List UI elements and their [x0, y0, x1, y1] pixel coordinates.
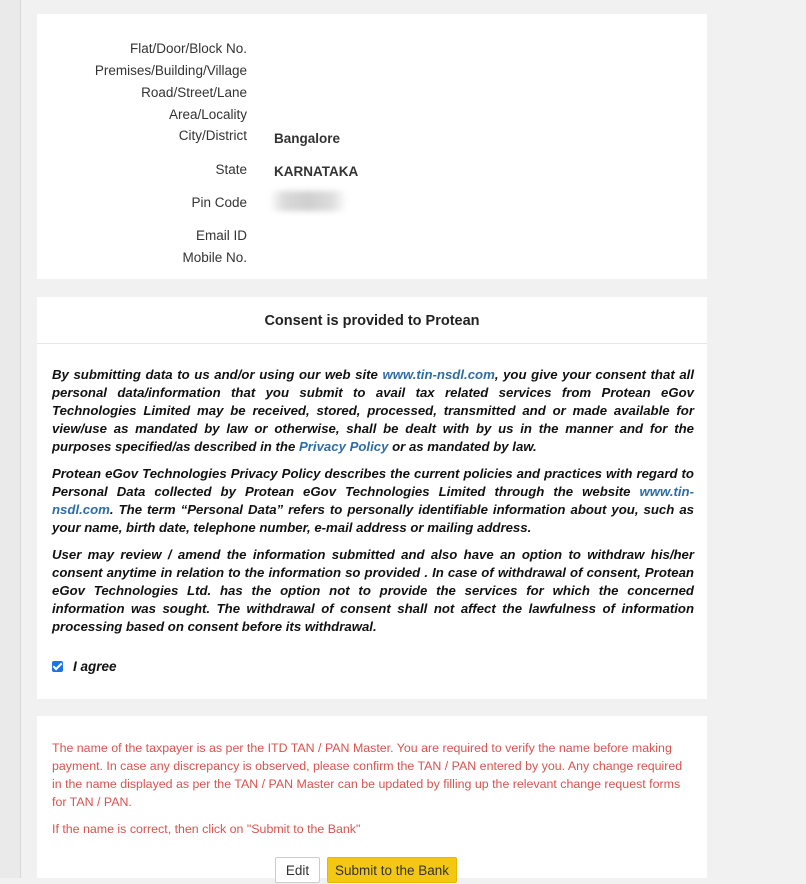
text: , you give your consent that all personal data/information that you submit to avail tax related services from Protean eGov Technologies Limited may be received, stored, processed, transmitted and or made available for view/use as mandated by law or otherwise, shall be dealt with by us in the manner and for the purposes specified/as described in the [52, 367, 694, 454]
address-label: Premises/Building/Village [94, 63, 247, 78]
consent-title: Consent is provided to Protean [37, 297, 707, 344]
notice-text [52, 739, 694, 847]
agree-label[interactable]: I agree [73, 659, 117, 674]
pincode-redacted [269, 191, 347, 211]
text: . The term “Personal Data” refers to personally identifiable information about you, such as your name, birth date, telephone number, e-mail address or mailing address. [52, 502, 694, 535]
address-label: City/District [178, 128, 247, 143]
state-value: KARNATAKA [274, 164, 359, 179]
agree-checkbox[interactable] [52, 661, 63, 672]
consent-paragraph-3: User may review / amend the information submitted and also have an option to withdraw his/her consent anytime in relation to the information so provided . In case of withdrawal of consent, Protean eGov Technologies Ltd. has the option not to provide the services for which the concerned information was sought. The withdrawal of consent shall not affect the lawfulness of information processing based on consent before its withdrawal. [52, 547, 694, 634]
address-label: Flat/Door/Block No. [129, 41, 247, 56]
consent-paragraph-2 [52, 465, 694, 537]
address-label: State [215, 162, 247, 177]
address-label: Email ID [195, 228, 247, 243]
text: or as mandated by law. [388, 439, 537, 454]
consent-text [52, 366, 694, 645]
address-label: Road/Street/Lane [141, 85, 247, 100]
text: Protean eGov Technologies Privacy Policy describes the current policies and practices with regard to Personal Data collected by Protean eGov Technologies Limited through the website [52, 466, 694, 499]
city-value: Bangalore [274, 131, 341, 146]
notice-paragraph-1: The name of the taxpayer is as per the ITD TAN / PAN Master. You are required to verify the name before making payment. In case any discrepancy is observed, please confirm the TAN / PAN entered by you. Any change required in the name displayed as per the TAN / PAN Master can be updated by filling up the relevant change request forms for TAN / PAN. [52, 741, 683, 809]
address-label: Pin Code [191, 195, 247, 210]
notice-paragraph-2: If the name is correct, then click on "Submit to the Bank" [52, 822, 361, 836]
privacy-policy-link[interactable]: Privacy Policy [298, 439, 389, 454]
agree-row[interactable] [52, 659, 117, 674]
address-label: Mobile No. [182, 250, 247, 265]
tin-nsdl-link[interactable]: www.tin-nsdl.com [52, 484, 694, 517]
left-border [0, 0, 21, 878]
tin-nsdl-link[interactable]: www.tin-nsdl.com [382, 367, 495, 382]
consent-paragraph-1 [52, 366, 694, 456]
submit-to-bank-button[interactable]: Submit to the Bank [327, 857, 457, 883]
text: By submitting data to us and/or using our web site [52, 367, 383, 382]
notice-panel [37, 716, 707, 878]
edit-button[interactable]: Edit [275, 857, 320, 883]
address-label: Area/Locality [168, 107, 247, 122]
consent-panel [37, 297, 707, 699]
address-panel [37, 14, 707, 279]
